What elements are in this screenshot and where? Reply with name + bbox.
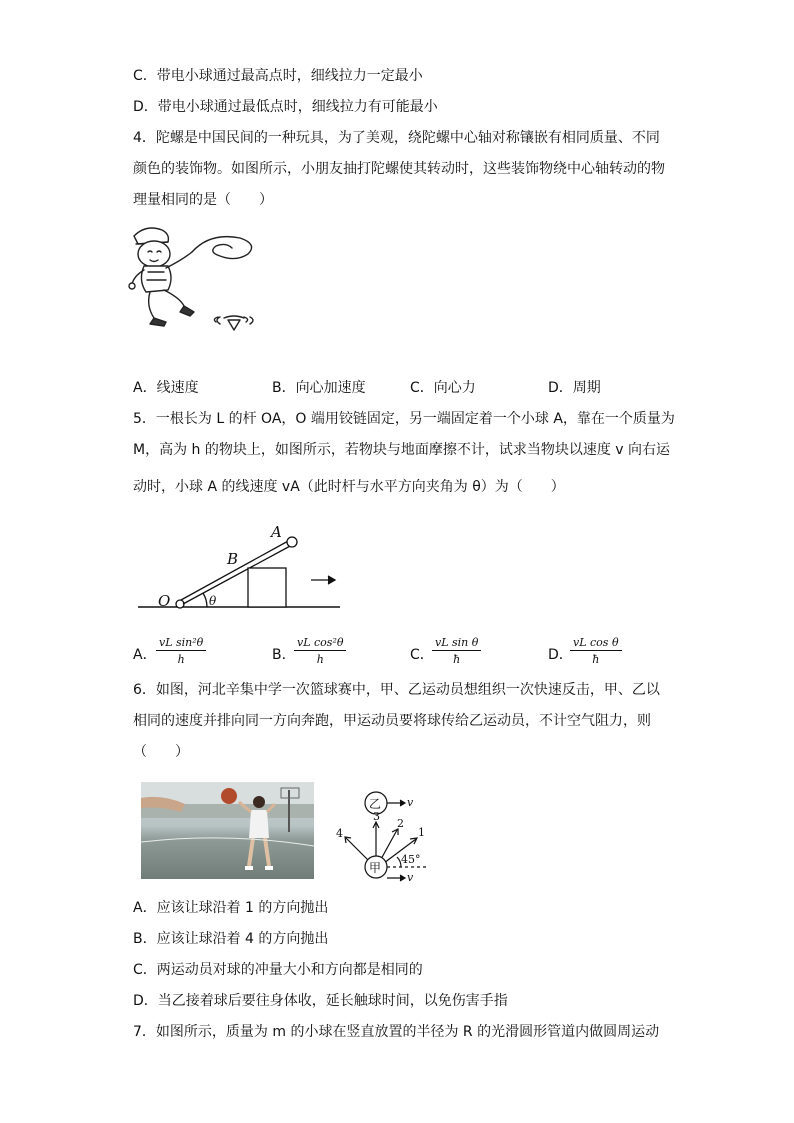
q6-stem-line-3: （ ） (133, 744, 189, 760)
q5-option-c-letter: C． (410, 647, 434, 663)
q5-option-b-formula (294, 636, 346, 666)
q6-option-a: A．应该让球沿着 1 的方向抛出 (133, 900, 329, 916)
label-theta: θ (209, 594, 217, 608)
label-direction-1: 1 (418, 826, 425, 839)
q4-stem-line-1: 4．陀螺是中国民间的一种玩具，为了美观，绕陀螺中心轴对称镶嵌有相同质量、不同 (133, 130, 660, 146)
q5-stem-line-3: 动时，小球 A 的线速度 vA（此时杆与水平方向夹角为 θ）为（ ） (133, 479, 565, 495)
q5-stem-line-2: M，高为 h 的物块上，如图所示，若物块与地面摩擦不计，试求当物块以速度 v 向右运 (133, 442, 671, 458)
q5-b-denominator: h (316, 653, 324, 666)
q5-option-a-formula (156, 636, 206, 666)
label-angle-45: 45° (401, 853, 421, 866)
q4-option-c: C．向心力 (410, 380, 476, 396)
label-direction-4: 4 (336, 827, 343, 840)
q5-stem-line-1: 5．一根长为 L 的杆 OA，O 端用铰链固定，另一端固定着一个小球 A，靠在一个质量为 (133, 411, 675, 427)
q4-option-d: D．周期 (548, 380, 601, 396)
q5-d-denominator: ħ (592, 653, 600, 666)
label-yi: 乙 (369, 797, 382, 811)
q5-c-denominator: ħ (453, 653, 461, 666)
q5-a-denominator: h (177, 653, 185, 666)
q3-option-c: C．带电小球通过最高点时，细线拉力一定最小 (133, 68, 423, 84)
pass-direction-diagram (325, 775, 435, 885)
q5-option-d-letter: D． (548, 647, 573, 663)
label-v-top: v (407, 796, 414, 809)
q6-option-c: C．两运动员对球的冲量大小和方向都是相同的 (133, 962, 423, 978)
q5-a-numerator: vL sin²θ (156, 636, 206, 651)
q6-stem-line-2: 相同的速度并排向同一方向奔跑，甲运动员要将球传给乙运动员，不计空气阻力，则 (133, 713, 651, 729)
child-spinning-top-illustration (128, 222, 263, 337)
rod-and-block-figure (135, 520, 345, 615)
q4-stem-line-3: 理量相同的是（ ） (133, 192, 273, 208)
q5-b-numerator: vL cos²θ (294, 636, 346, 651)
q5-option-d-formula (570, 636, 622, 666)
label-direction-3: 3 (373, 810, 380, 823)
q3-option-d: D．带电小球通过最低点时，细线拉力有可能最小 (133, 99, 438, 115)
q4-stem-line-2: 颜色的装饰物。如图所示，小朋友抽打陀螺使其转动时，这些装饰物绕中心轴转动的物 (133, 161, 665, 177)
label-v-bottom: v (407, 871, 414, 884)
label-a: A (271, 523, 282, 541)
label-direction-2: 2 (397, 817, 404, 830)
label-o: O (158, 592, 171, 610)
q4-option-a: A．线速度 (133, 380, 199, 396)
q5-option-a-letter: A． (133, 647, 157, 663)
q5-d-numerator: vL cos θ (570, 636, 622, 651)
q5-option-c-formula (432, 636, 481, 666)
q5-option-b-letter: B． (272, 647, 296, 663)
q5-c-numerator: vL sin θ (432, 636, 481, 651)
q6-option-b: B．应该让球沿着 4 的方向抛出 (133, 931, 329, 947)
label-jia: 甲 (369, 861, 382, 875)
q6-option-d: D．当乙接着球后要往身体收，延长触球时间，以免伤害手指 (133, 993, 508, 1009)
q6-stem-line-1: 6．如图，河北辛集中学一次篮球赛中，甲、乙运动员想组织一次快速反击，甲、乙以 (133, 682, 660, 698)
basketball-player-photo (141, 782, 314, 879)
q4-option-b: B．向心加速度 (272, 380, 366, 396)
label-b: B (227, 550, 239, 568)
q7-stem-line-1: 7．如图所示，质量为 m 的小球在竖直放置的半径为 R 的光滑圆形管道内做圆周运动 (133, 1024, 660, 1040)
